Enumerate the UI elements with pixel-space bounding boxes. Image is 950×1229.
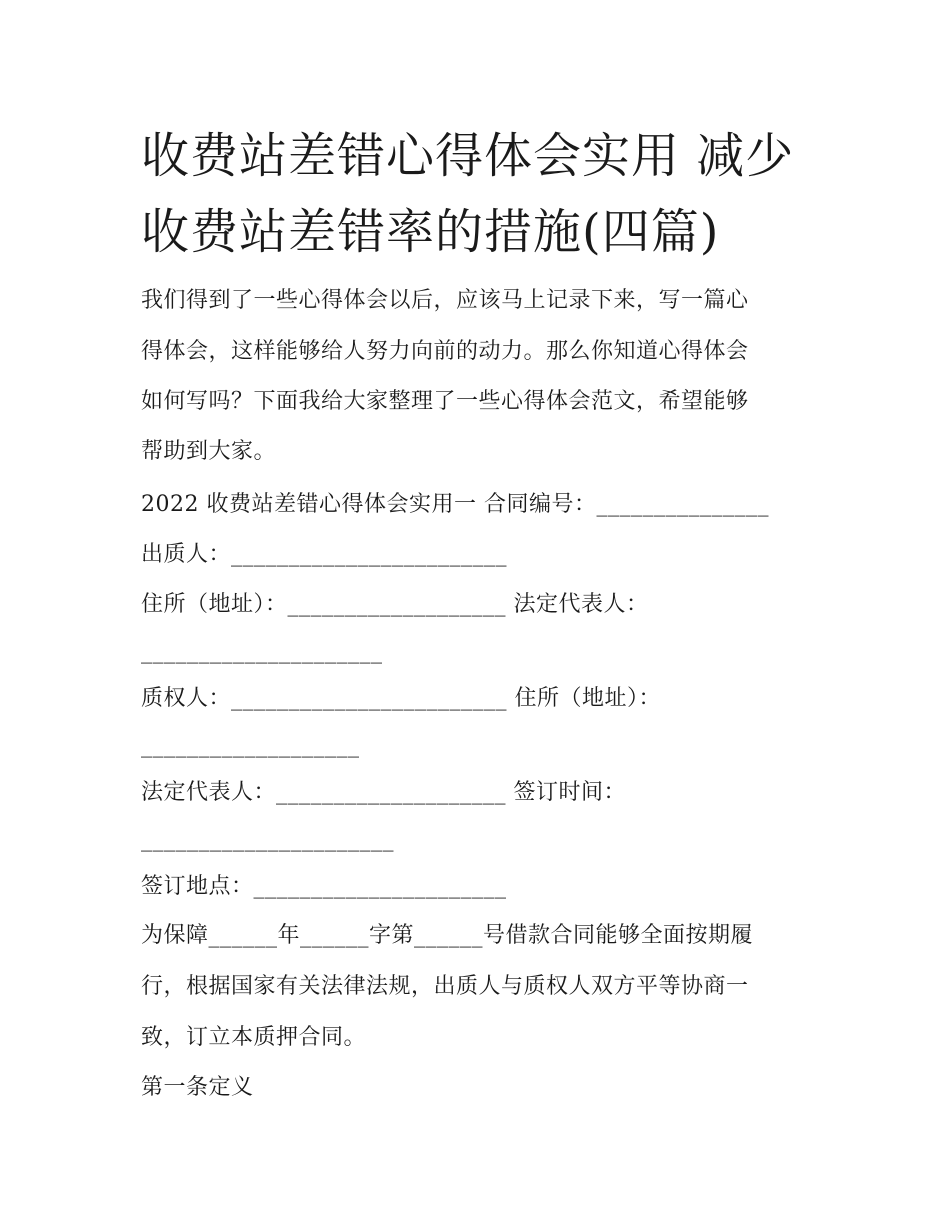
- title-line-1: 收费站差错心得体会实用 减少: [141, 128, 795, 184]
- body-line-3: 致，订立本质押合同。: [141, 1025, 367, 1050]
- intro-line-3: 如何写吗？下面我给大家整理了一些心得体会范文，希望能够: [141, 389, 749, 414]
- section-heading: 第一条定义: [141, 1075, 254, 1100]
- pledgor-line: 出质人：________________________: [141, 542, 508, 567]
- intro-line-4: 帮助到大家。: [141, 439, 277, 464]
- pledgor-rep-blank: _____________________: [141, 639, 383, 664]
- signing-time-blank: ______________________: [141, 827, 394, 852]
- intro-line-1: 我们得到了一些心得体会以后，应该马上记录下来，写一篇心: [141, 288, 749, 313]
- signing-place-line: 签订地点：______________________: [141, 874, 507, 899]
- document-title: [141, 118, 821, 270]
- title-line-2: 收费站差错率的措施(四篇): [141, 204, 720, 260]
- intro-line-2: 得体会，这样能够给人努力向前的动力。那么你知道心得体会: [141, 339, 749, 364]
- body-line-2: 行，根据国家有关法律法规，出质人与质权人双方平等协商一: [141, 974, 749, 999]
- legal-rep-line: 法定代表人：____________________ 签订时间：: [141, 780, 626, 805]
- pledgee-line: 质权人：________________________ 住所（地址）：: [141, 686, 661, 711]
- contract-number-line: 2022 收费站差错心得体会实用一 合同编号：_______________: [141, 492, 769, 517]
- pledgee-address-blank: ___________________: [141, 733, 360, 758]
- body-line-1: 为保障______年______字第______号借款合同能够全面按期履: [141, 923, 754, 948]
- pledgor-address-line: 住所（地址）：___________________ 法定代表人：: [141, 592, 649, 617]
